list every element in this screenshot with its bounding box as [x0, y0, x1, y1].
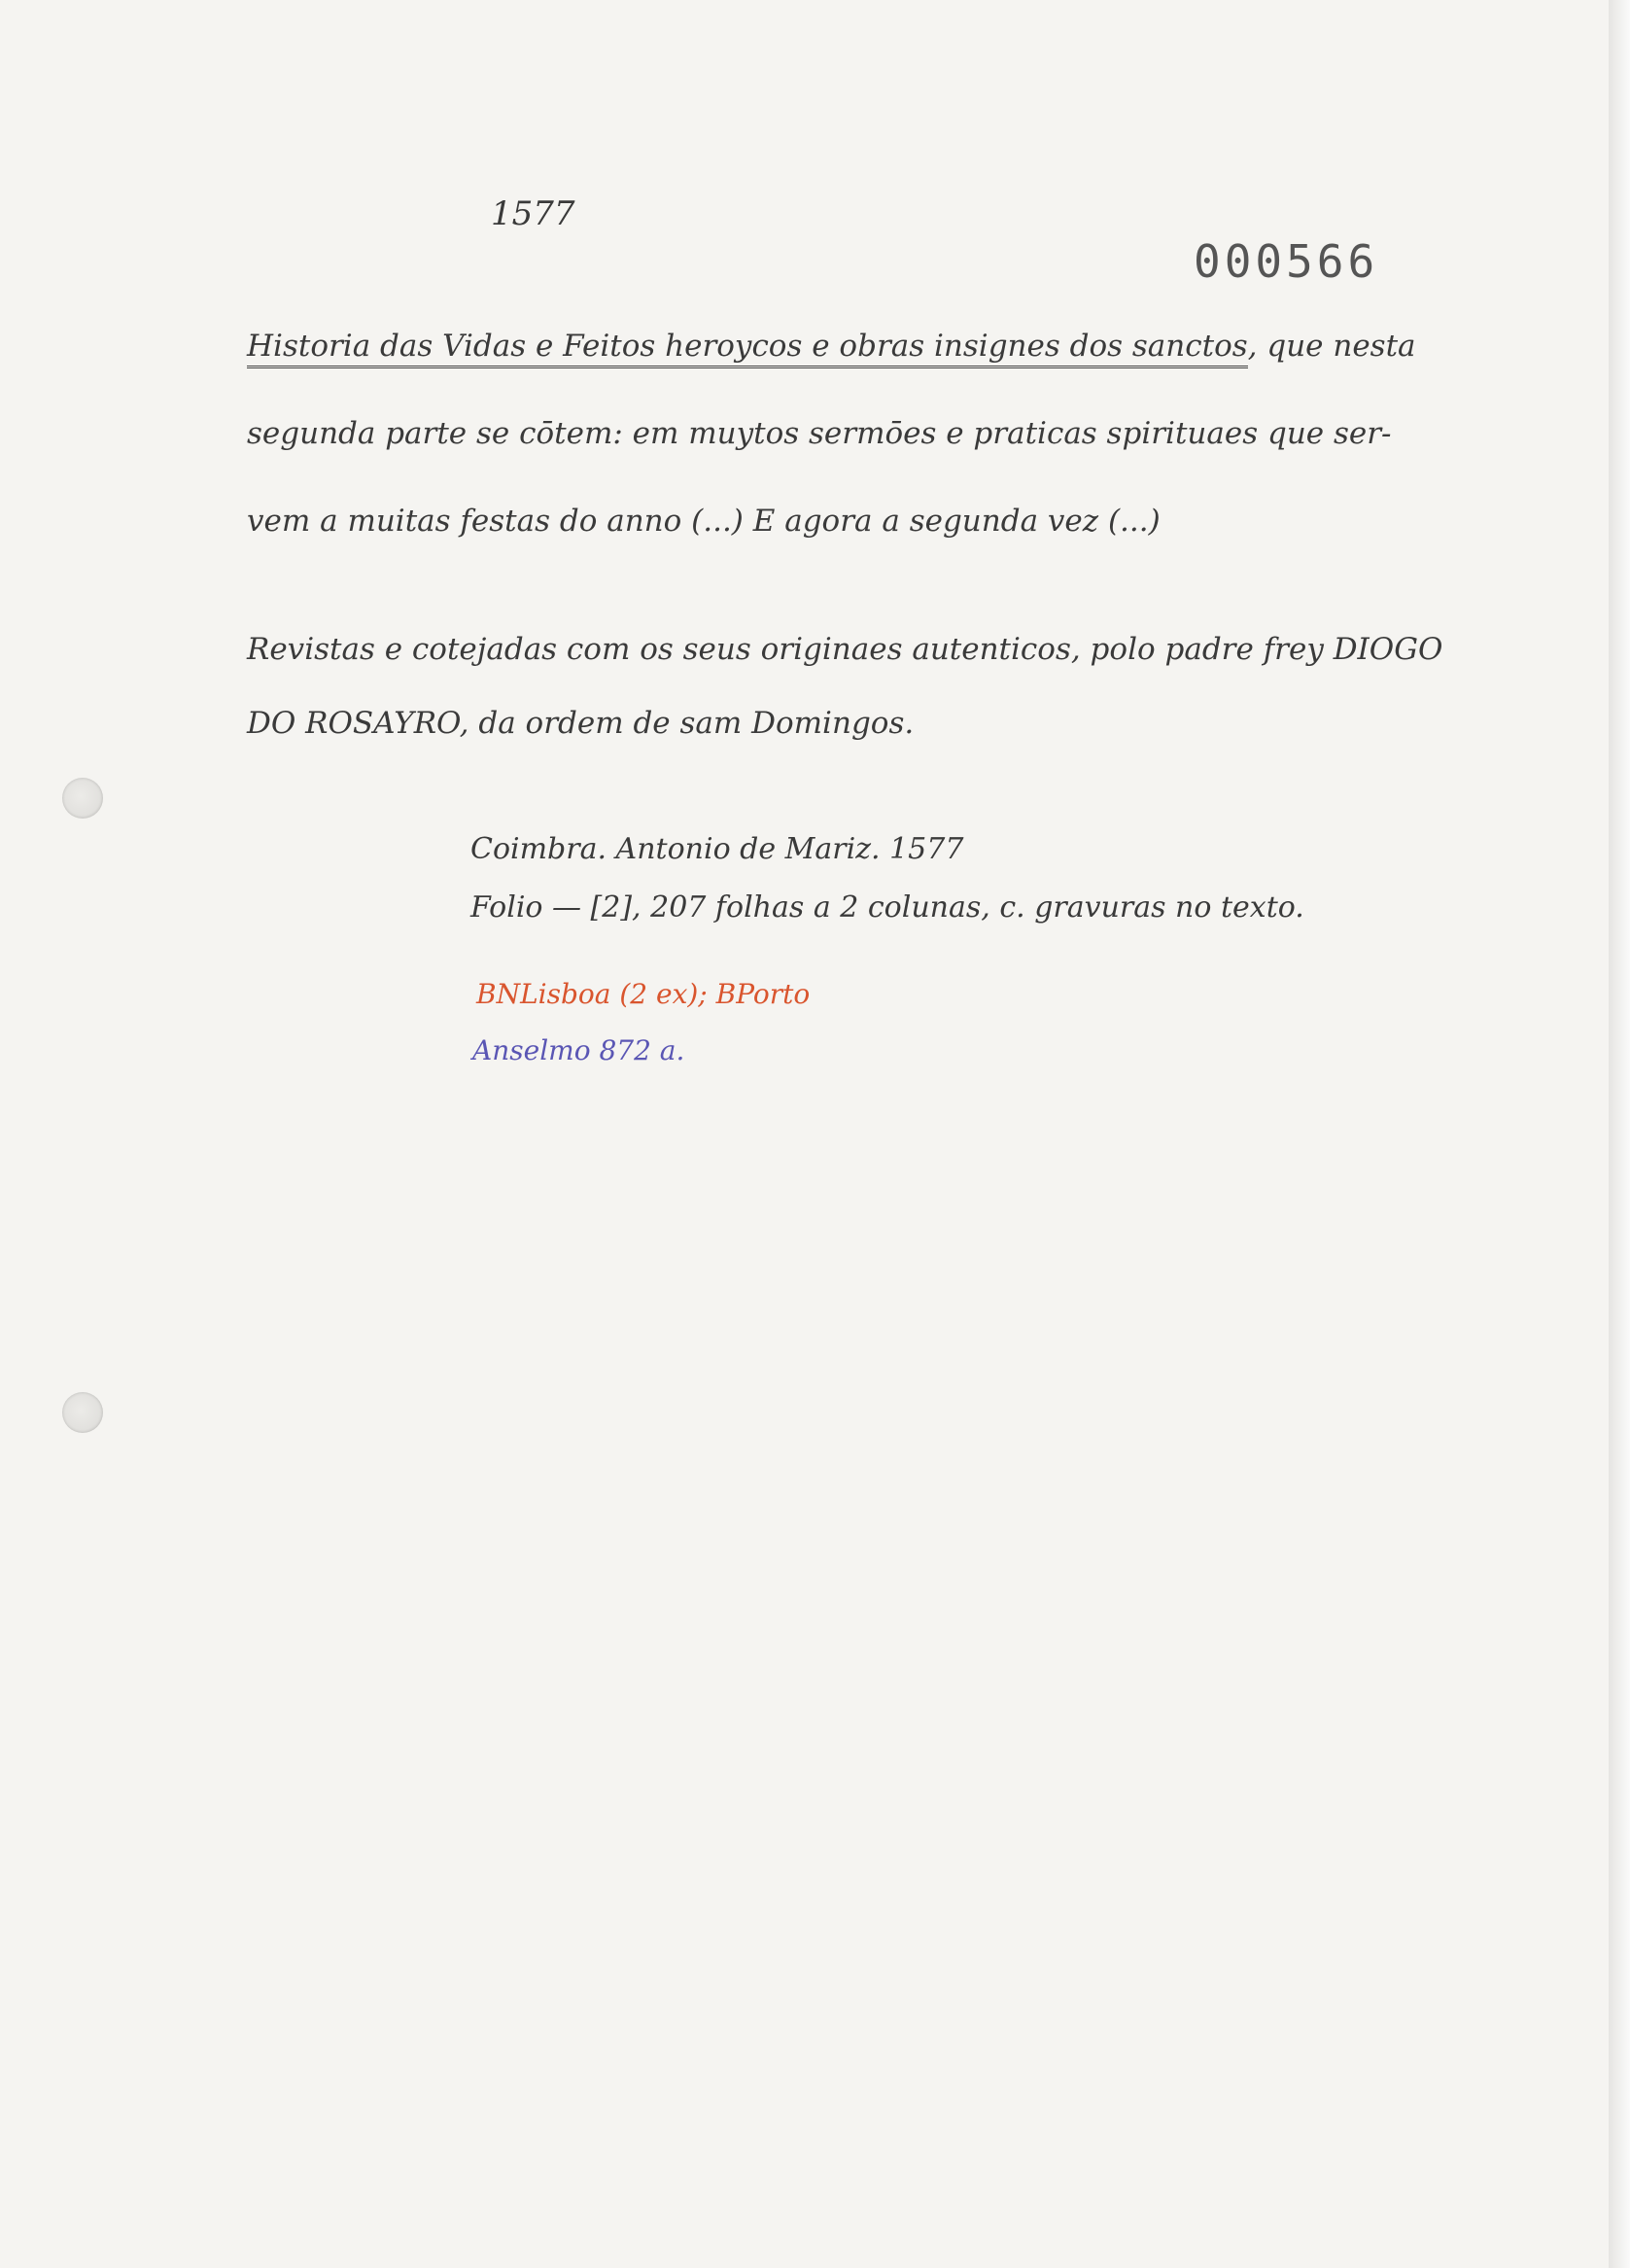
title-underlined: Historia das Vidas e Feitos heroycos e obras insignes dos sanctos — [247, 329, 1248, 368]
collation: Folio — [2], 207 folhas a 2 colunas, c. gravuras no texto. — [470, 890, 1304, 925]
paper-edge — [1609, 0, 1630, 2268]
imprint: Coimbra. Antonio de Mariz. 1577 — [470, 832, 964, 866]
title-line-4: Revistas e cotejadas com os seus originaes autenticos, polo padre frey DIOGO — [247, 632, 1443, 667]
punch-hole-upper — [62, 778, 103, 819]
bibliographic-reference: Anselmo 872 a. — [472, 1034, 685, 1066]
title-line-1-rest: , que nesta — [1247, 329, 1416, 364]
punch-hole-lower — [62, 1392, 103, 1433]
title-line-1 — [247, 329, 1416, 364]
record-number: 000566 — [1194, 235, 1379, 288]
title-line-2: segunda parte se cōtem: em muytos sermōes e praticas spirituaes que ser- — [247, 416, 1392, 451]
title-line-5: DO ROSAYRO, da ordem de sam Domingos. — [247, 706, 915, 741]
year-heading: 1577 — [491, 194, 575, 233]
holdings: BNLisboa (2 ex); BPorto — [476, 978, 811, 1010]
title-line-3: vem a muitas festas do anno (...) E agora a segunda vez (...) — [247, 504, 1161, 539]
